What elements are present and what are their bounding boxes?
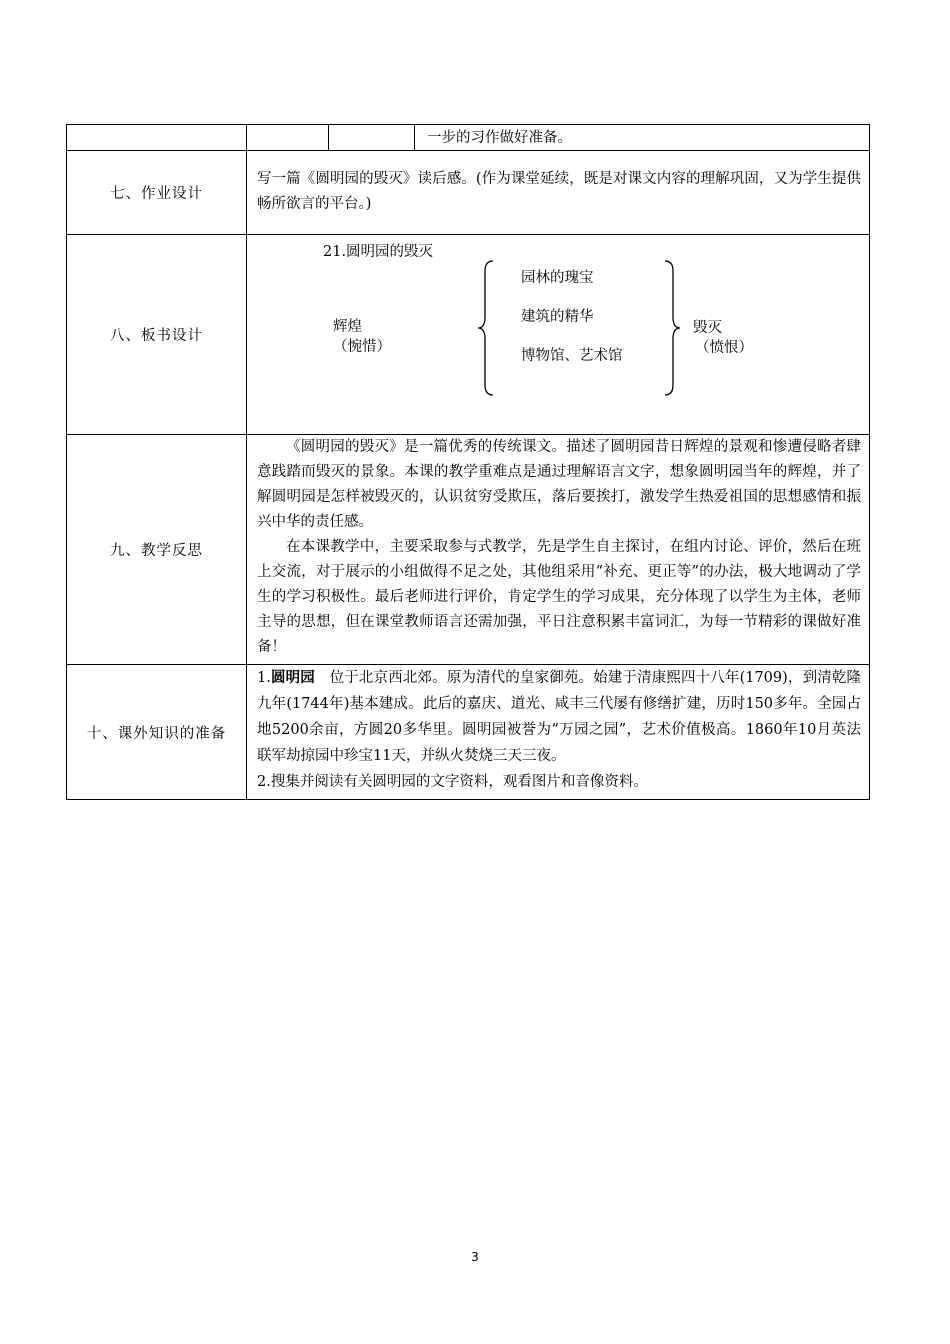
board-diagram — [247, 235, 869, 433]
knowledge-term: 圆明园 — [270, 670, 315, 686]
page-number: 3 — [471, 1250, 479, 1264]
board-design-row — [67, 235, 870, 435]
board-middle-item: 园林的瑰宝 — [521, 270, 594, 286]
homework-text: 写一篇《圆明园的毁灭》读后感。(作为课堂延续，既是对课文内容的理解巩固，又为学生提供畅所欲言的平台。) — [257, 171, 861, 212]
board-right-word: 毁灭 — [693, 320, 722, 336]
left-brace-icon — [475, 259, 497, 397]
board-title: 21.圆明园的毁灭 — [323, 244, 434, 260]
empty-cell — [329, 125, 415, 151]
continuation-cell — [415, 125, 870, 151]
board-middle-item: 建筑的精华 — [521, 309, 594, 325]
reflection-row — [67, 435, 870, 665]
knowledge-content — [247, 665, 870, 800]
knowledge-text — [247, 665, 869, 799]
knowledge-item-number: 1. — [257, 670, 271, 686]
board-middle-item: 博物馆、艺术馆 — [521, 348, 623, 364]
knowledge-row — [67, 665, 870, 800]
homework-label: 七、作业设计 — [67, 151, 247, 235]
continuation-text: 一步的习作做好准备。 — [427, 130, 572, 146]
reflection-text — [247, 435, 869, 664]
empty-cell — [247, 125, 329, 151]
board-left-emotion: （惋惜） — [333, 339, 391, 355]
board-design-content — [247, 235, 870, 435]
reflection-paragraph: 在本课教学中，主要采取参与式教学，先是学生自主探讨，在组内讨论、评价，然后在班上交流，对于展示的小组做得不足之处，其他组采用“补充、更正等”的办法，极大地调动了学生的学习积极性。最后老师进行评价，肯定学生的学习成果，充分体现了以学生为主体，老师主导的思想，但在课堂教师语言还需加强，平日注意积累丰富词汇，为每一节精彩的课做好准备！ — [257, 539, 861, 655]
reflection-paragraph: 《圆明园的毁灭》是一篇优秀的传统课文。描述了圆明园昔日辉煌的景观和惨遭侵略者肆意践踏而毁灭的景象。本课的教学重难点是通过理解语言文字，想象圆明园当年的辉煌，并了解圆明园是怎样被毁灭的，认识贫穷受欺压，落后要挨打，激发学生热爱祖国的思想感情和振兴中华的责任感。 — [257, 439, 861, 530]
knowledge-item-2: 2.搜集并阅读有关圆明园的文字资料，观看图片和音像资料。 — [257, 774, 648, 790]
right-brace-icon — [661, 259, 683, 397]
knowledge-item-text: 位于北京西北郊。原为清代的皇家御苑。始建于清康熙四十八年(1709)，到清乾隆九年(1744年)基本建成。此后的嘉庆、道光、咸丰三代屡有修缮扩建，历时150多年。全园占地5200余亩，方圆20多华里。圆明园被誉为“万园之园”，艺术价值极高。1860年10月英法联军劫掠园中珍宝11天，并纵火焚烧三天三夜。 — [257, 670, 861, 764]
knowledge-label: 十、课外知识的准备 — [67, 665, 247, 800]
lesson-plan-table — [66, 124, 870, 800]
board-right-emotion: （愤恨） — [695, 340, 753, 356]
continuation-row — [67, 125, 870, 151]
reflection-content — [247, 435, 870, 665]
reflection-label: 九、教学反思 — [67, 435, 247, 665]
board-design-label: 八、板书设计 — [67, 235, 247, 435]
empty-cell — [67, 125, 247, 151]
knowledge-item-1 — [257, 665, 861, 769]
homework-row — [67, 151, 870, 235]
homework-content — [247, 151, 870, 235]
board-left-word: 辉煌 — [333, 319, 362, 335]
